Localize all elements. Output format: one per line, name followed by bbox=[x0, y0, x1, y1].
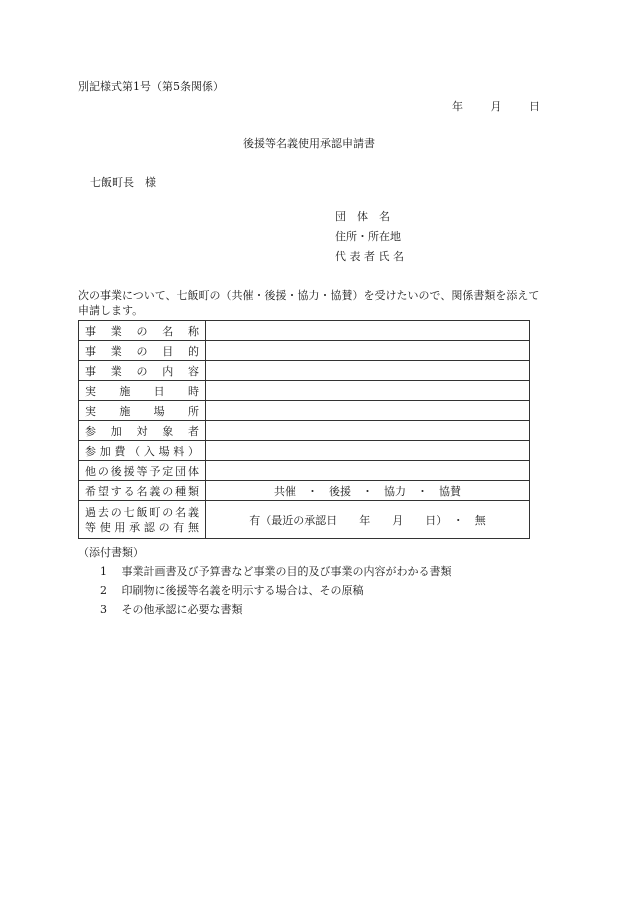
row-value-field[interactable] bbox=[206, 401, 530, 421]
row-label: 実施日時 bbox=[79, 381, 206, 401]
table-row bbox=[79, 441, 530, 461]
date-month: 月 bbox=[490, 100, 502, 113]
row-label bbox=[79, 501, 206, 539]
representative-label: 代 表 者 氏 名 bbox=[335, 250, 404, 263]
row-label-line2: 等使用承認の有無 bbox=[85, 520, 199, 534]
row-label: 実施場所 bbox=[79, 401, 206, 421]
form-number: 別記様式第1号（第5条関係） bbox=[78, 80, 224, 93]
table-row bbox=[79, 481, 530, 501]
row-label: 他の後援等予定団体 bbox=[79, 461, 206, 481]
date-line bbox=[452, 101, 540, 112]
attachments-title: （添付書類） bbox=[78, 546, 144, 559]
list-item bbox=[100, 604, 452, 623]
date-day: 日 bbox=[529, 100, 540, 113]
item-text: その他承認に必要な書類 bbox=[121, 603, 243, 616]
table-row bbox=[79, 381, 530, 401]
application-table bbox=[78, 320, 530, 539]
table-row bbox=[79, 501, 530, 539]
row-value-field[interactable] bbox=[206, 381, 530, 401]
applicant-block bbox=[335, 211, 404, 271]
document-title: 後援等名義使用承認申請書 bbox=[243, 137, 375, 150]
item-text: 事業計画書及び予算書など事業の目的及び事業の内容がわかる書類 bbox=[121, 565, 452, 578]
date-year: 年 bbox=[452, 100, 463, 113]
address-label: 住所・所在地 bbox=[335, 230, 401, 243]
row-label: 参加費（入場料） bbox=[79, 441, 206, 461]
row-value-field[interactable] bbox=[206, 361, 530, 381]
table-row bbox=[79, 461, 530, 481]
row-label-line1: 過去の七飯町の名義 bbox=[85, 505, 199, 519]
item-number: 3 bbox=[100, 603, 107, 616]
list-item bbox=[100, 585, 452, 604]
past-approval-options[interactable]: 有（最近の承認日 年 月 日） ・ 無 bbox=[206, 501, 530, 539]
org-name-label: 団 体 名 bbox=[335, 210, 390, 223]
row-value-field[interactable] bbox=[206, 441, 530, 461]
row-label: 事業の内容 bbox=[79, 361, 206, 381]
row-label: 事業の目的 bbox=[79, 341, 206, 361]
row-label: 希望する名義の種類 bbox=[79, 481, 206, 501]
intro-text: 次の事業について、七飯町の（共催・後援・協力・協賛）を受けたいので、関係書類を添えて申請します。 bbox=[78, 289, 540, 317]
item-number: 1 bbox=[100, 565, 107, 578]
name-type-options[interactable]: 共催 ・ 後援 ・ 協力 ・ 協賛 bbox=[206, 481, 530, 501]
row-value-field[interactable] bbox=[206, 421, 530, 441]
row-value-field[interactable] bbox=[206, 321, 530, 341]
item-number: 2 bbox=[100, 584, 107, 597]
addressee: 七飯町長 様 bbox=[90, 176, 156, 189]
table-row bbox=[79, 421, 530, 441]
item-text: 印刷物に後援等名義を明示する場合は、その原稿 bbox=[121, 584, 364, 597]
table-row bbox=[79, 401, 530, 421]
row-value-field[interactable] bbox=[206, 461, 530, 481]
row-label: 参加対象者 bbox=[79, 421, 206, 441]
row-label: 事業の名称 bbox=[79, 321, 206, 341]
attachments-list bbox=[100, 566, 452, 623]
table-row bbox=[79, 361, 530, 381]
table-row bbox=[79, 341, 530, 361]
list-item bbox=[100, 566, 452, 585]
row-value-field[interactable] bbox=[206, 341, 530, 361]
table-row bbox=[79, 321, 530, 341]
